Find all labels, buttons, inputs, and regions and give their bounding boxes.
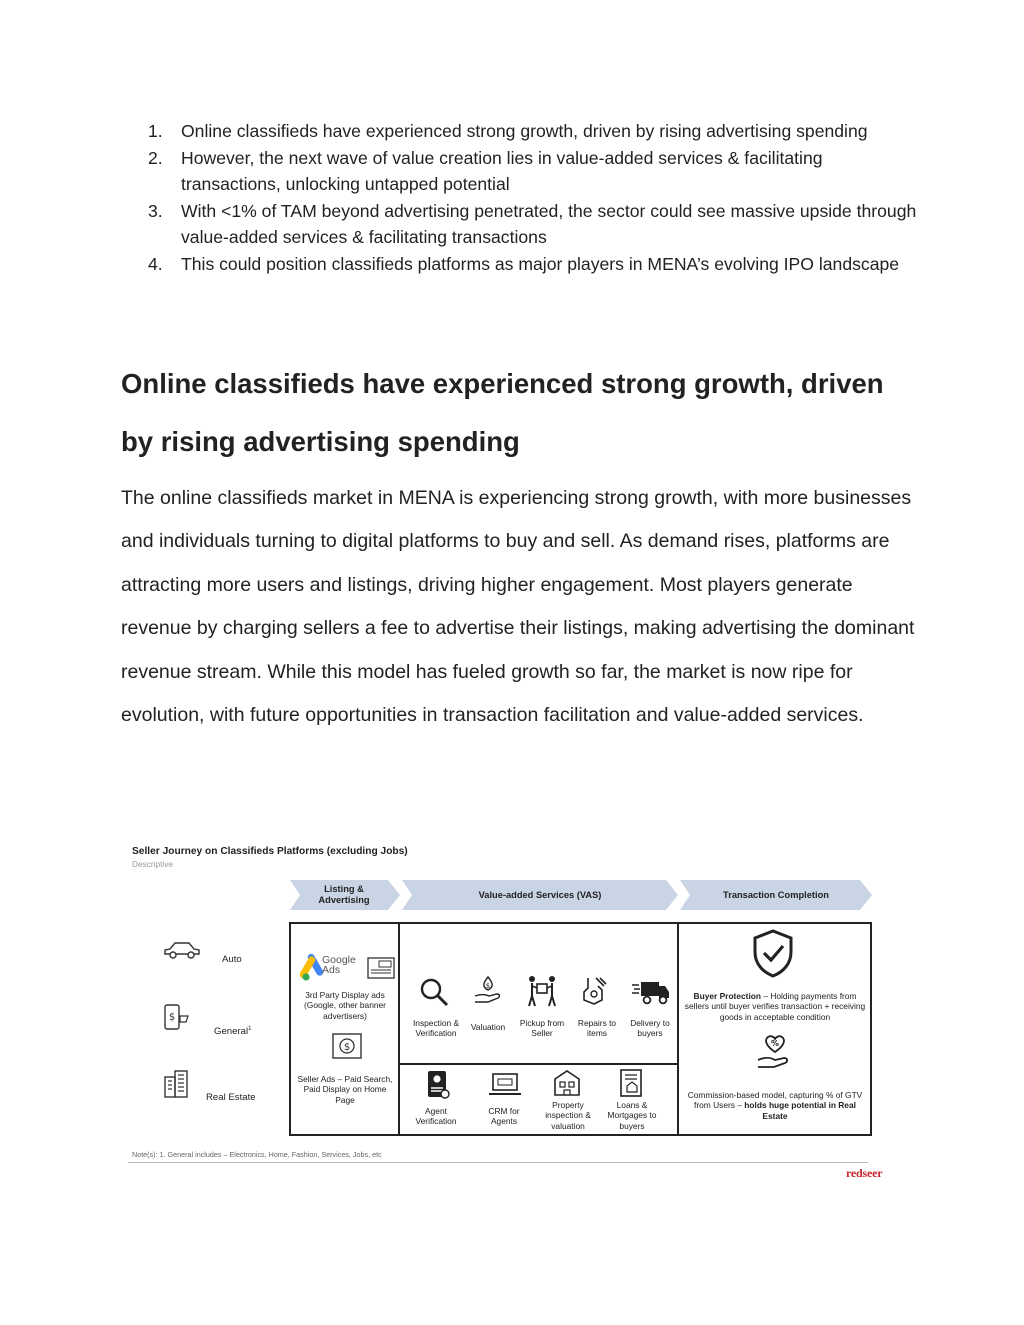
list-item: 2. However, the next wave of value creation lies in value-added services & facilitating transactions, unlocking untapped potential: [148, 147, 823, 195]
frame-divider: [398, 922, 400, 1136]
loans-mortgage-icon: [617, 1068, 647, 1098]
delivery-truck-icon: [631, 978, 671, 1006]
stage-label: Value-added Services (VAS): [478, 889, 602, 900]
vas-label: Inspection & Verification: [412, 1018, 460, 1039]
stage-chevron-transaction: [680, 880, 872, 910]
buyer-protection-text: Buyer Protection – Holding payments from sellers until buyer verifies transaction + receiving goods in acceptable condition: [684, 991, 866, 1022]
figure-note: Note(s): 1. General includes – Electronics, Home, Fashion, Services, Jobs, etc: [132, 1150, 382, 1159]
commission-heart-hand-icon: [756, 1032, 794, 1072]
stage-label: Transaction Completion: [723, 889, 829, 900]
figure-title: Seller Journey on Classifieds Platforms (excluding Jobs): [132, 846, 408, 857]
magnifier-icon: [418, 976, 450, 1008]
figure-rule: [128, 1162, 868, 1163]
seller-journey-figure: Seller Journey on Classifieds Platforms (excluding Jobs) Descriptive Listing & Advertising Value-added Services (VAS) Transaction Completion Auto $ General$^1$ Real Estate Google Ads 3rd Party Display ads (Google, other banner advertisers) $ Seller Ads – Paid Search, Paid Display on Home Page Inspection & Verification $ Valuation Pickup from Seller Repairs to items Delivery to buyers Agent Verification CRM for Agents Property inspection & valuation Loans & Mortgages to buyers Buyer Protection – Holding payments from sellers until buyer verifies transaction + receiving goods in acceptable condition % Commission-based model, capturing % of GTV from Users – holds huge potential in Real Estate Note(s): 1. General includes – Electronics, Home, Fashion, Services, Jobs, etc redseer: [128, 840, 898, 1180]
stage-chevron-vas: [402, 880, 678, 910]
property-inspection-icon: [552, 1068, 582, 1098]
svg-text:$: $: [168, 1012, 176, 1023]
vas-label: Delivery to buyers: [630, 1018, 670, 1039]
phone-dollar-icon: [162, 1003, 192, 1033]
list-item: 4. This could position classifieds platforms as major players in MENA’s evolving IPO landscape: [148, 253, 900, 274]
seller-ads-icon: [331, 1032, 363, 1062]
section-heading: Online classifieds have experienced strong growth, driven by rising advertising spending: [121, 368, 884, 457]
car-icon: [162, 939, 202, 961]
vas-label: Repairs to items: [577, 1018, 617, 1039]
body-paragraph: The online classifieds market in MENA is experiencing strong growth, with more businesses and individuals turning to digital platforms to buy and sell. As demand rises, platforms are attracting more users and listings, driving higher engagement. Most players generate revenue by charging sellers a fee to advertise their listings, making advertising the dominant revenue stream. While this model has fueled growth so far, the market is now ripe for evolution, with future opportunities in transaction facilitation and value-added services.: [121, 487, 915, 727]
valuation-hand-icon: [473, 974, 503, 1006]
svg-text:$: $: [485, 982, 491, 990]
vas-label: CRM for Agents: [488, 1106, 520, 1127]
vas-label: Property inspection & valuation: [545, 1100, 591, 1131]
agent-id-icon: [426, 1070, 450, 1100]
vas-label: Pickup from Seller: [519, 1018, 565, 1039]
svg-text:%: %: [770, 1039, 780, 1048]
redseer-logo: redseer: [846, 1166, 883, 1180]
commission-text: Commission-based model, capturing % of GTV from Users – holds huge potential in Real Estate: [687, 1090, 863, 1121]
crm-laptop-icon: [488, 1072, 522, 1098]
third-party-ads-text: 3rd Party Display ads (Google, other banner advertisers): [304, 990, 386, 1021]
figure-subtitle: Descriptive: [132, 859, 174, 869]
buildings-icon: [162, 1069, 192, 1099]
seller-ads-text: Seller Ads – Paid Search, Paid Display on Home Page: [297, 1074, 393, 1105]
key-points-list: [148, 118, 918, 278]
stage-label: Listing & Advertising: [318, 884, 370, 905]
ads-monitor-icon: [367, 957, 395, 981]
shield-check-icon: [750, 928, 796, 978]
list-item: 3. With <1% of TAM beyond advertising penetrated, the sector could see massive upside through value-added services & facilitating transactions: [148, 200, 917, 248]
vas-label: Agent Verification: [415, 1106, 457, 1127]
vas-label: Loans & Mortgages to buyers: [607, 1100, 657, 1131]
list-item: 1. Online classifieds have experienced strong growth, driven by rising advertising spending: [148, 121, 868, 141]
svg-text:$: $: [343, 1042, 351, 1053]
repair-hand-icon: [580, 974, 610, 1008]
vas-label: Valuation: [470, 1022, 506, 1032]
stage-chevron-listing: [290, 880, 400, 910]
vas-divider: [398, 1063, 679, 1065]
category-label: General$^1$: [214, 1026, 252, 1038]
google-ads-wordmark: Google Ads: [322, 954, 356, 976]
pickup-people-icon: [525, 974, 559, 1008]
